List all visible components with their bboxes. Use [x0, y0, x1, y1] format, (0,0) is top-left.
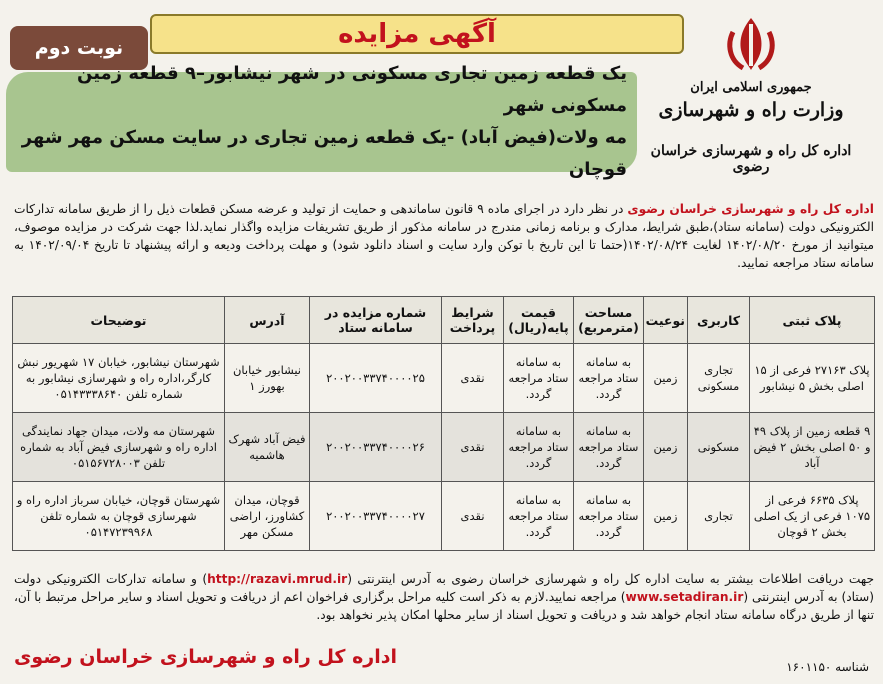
razavi-site-link[interactable]: http://razavi.mrud.ir — [207, 572, 348, 586]
cell-price: به سامانه ستاد مراجعه گردد. — [504, 344, 574, 413]
cell-payment: نقدی — [442, 413, 504, 482]
col-header-notes: توضیحات — [13, 297, 225, 344]
cell-usage: مسکونی — [688, 413, 750, 482]
footer-paragraph — [14, 570, 874, 624]
cell-notes: شهرستان نیشابور، خیابان ۱۷ شهریور نبش کارگر،اداره راه و شهرسازی نیشابور به شماره تلفن ۰۵۱۴۳۳۳۸۶۴۰ — [13, 344, 225, 413]
footer-text-3: ) مراجعه نمایید.لازم به ذکر است کلیه مراحل برگزاری فراخوان اعم از دریافت و تحویل اسناد و سایر مراحل مرتبط با آن، تنها از طریق درگاه سامانه ستاد انجام خواهد شد و دریافت و تحویل اسناد از سایر محلها امکان پذیر نخواهد بود. — [14, 590, 874, 622]
department-name: اداره کل راه و شهرسازی خراسان رضوی — [650, 143, 852, 175]
signature: اداره کل راه و شهرسازی خراسان رضوی — [14, 646, 398, 668]
cell-plate: ۹ قطعه زمین از پلاک ۴۹ و ۵۰ اصلی بخش ۲ فیض آباد — [750, 413, 875, 482]
cell-auction-number: ۲۰۰۲۰۰۳۳۷۴۰۰۰۰۲۶ — [310, 413, 442, 482]
cell-address: نیشابور خیابان بهورز ۱ — [225, 344, 310, 413]
table-header-row — [13, 297, 875, 344]
subject-box — [6, 63, 637, 180]
subject-line-1: یک قطعه زمین تجاری مسکونی در شهر نیشابور–۹ قطعه زمین مسکونی شهر — [77, 63, 627, 116]
cell-payment: نقدی — [442, 482, 504, 551]
footer-text-2: ) و سامانه تدارکات الکترونیکی دولت (ستاد) به آدرس اینترنتی ( — [14, 572, 874, 604]
cell-area: به سامانه ستاد مراجعه گردد. — [574, 344, 644, 413]
intro-text: در نظر دارد در اجرای ماده ۹ قانون ساماندهی و حمایت از تولید و عرضه مسکن قطعات ذیل را از طریق سامانه تدارکات الکترونیکی دولت (سامانه ستاد)،طبق شرایط، مدارک و برنامه زمانی مندرج در سامانه مذکور از طریق تشریفات مزایده واگذار نماید.لذا جهت شرکت در مزایده موصوف، میتوانید از مورخ ۱۴۰۲/۰۸/۲۰ لغایت ۱۴۰۲/۰۸/۲۴(حتما تا این تاریخ با توکن وارد سایت و اسناد دانلود شود) و مهلت پرداخت ودیعه و ارائه پیشنهاد تا تاریخ ۱۴۰۲/۰۹/۰۴ به سامانه ستاد مراجعه نمایید. — [14, 202, 874, 270]
footer-text-1: جهت دریافت اطلاعات بیشتر به سایت اداره کل راه و شهرسازی خراسان رضوی به آدرس اینترنتی ( — [347, 572, 874, 586]
cell-payment: نقدی — [442, 344, 504, 413]
cell-address: فیض آباد شهرک هاشمیه — [225, 413, 310, 482]
table-row — [13, 344, 875, 413]
col-header-plate: پلاک ثبتی — [750, 297, 875, 344]
table-row — [13, 482, 875, 551]
col-header-address: آدرس — [225, 297, 310, 344]
ministry-name: وزارت راه و شهرسازی — [658, 99, 844, 121]
cell-plate: پلاک ۲۷۱۶۳ فرعی از ۱۵ اصلی بخش ۵ نیشابور — [750, 344, 875, 413]
intro-paragraph — [14, 200, 874, 272]
col-header-usage: کاربری — [688, 297, 750, 344]
cell-type: زمین — [644, 344, 688, 413]
cell-price: به سامانه ستاد مراجعه گردد. — [504, 413, 574, 482]
col-header-auction-number: شماره مزایده در سامانه ستاد — [310, 297, 442, 344]
cell-auction-number: ۲۰۰۲۰۰۳۳۷۴۰۰۰۰۲۷ — [310, 482, 442, 551]
intro-org: اداره کل راه و شهرسازی خراسان رضوی — [627, 202, 874, 216]
iran-emblem-icon — [719, 14, 783, 74]
col-header-price: قیمت پایه(ریال) — [504, 297, 574, 344]
cell-address: قوچان، میدان کشاورز، اراضی مسکن مهر — [225, 482, 310, 551]
cell-usage: تجاری مسکونی — [688, 344, 750, 413]
cell-price: به سامانه ستاد مراجعه گردد. — [504, 482, 574, 551]
col-header-area: مساحت (مترمربع) — [574, 297, 644, 344]
subject-line-2: مه ولات(فیض آباد) -یک قطعه زمین تجاری در سایت مسکن مهر شهر قوچان — [21, 127, 627, 180]
cell-notes: شهرستان قوچان، خیابان سرباز اداره راه و شهرسازی قوچان به شماره تلفن ۰۵۱۴۷۲۳۹۹۶۸ — [13, 482, 225, 551]
serial-number: شناسه ۱۶۰۱۱۵۰ — [786, 660, 869, 674]
cell-notes: شهرستان مه ولات، میدان جهاد نمایندگی اداره راه و شهرسازی فیض آباد به شماره تلفن ۰۵۱۵۶۷۲۸۰۰۳ — [13, 413, 225, 482]
cell-area: به سامانه ستاد مراجعه گردد. — [574, 413, 644, 482]
cell-plate: پلاک ۶۶۳۵ فرعی از ۱۰۷۵ فرعی از یک اصلی بخش ۲ قوچان — [750, 482, 875, 551]
setad-site-link[interactable]: www.setadiran.ir — [625, 590, 744, 604]
col-header-payment: شرایط پرداخت — [442, 297, 504, 344]
ad-title: آگهی مزایده — [338, 19, 496, 49]
cell-type: زمین — [644, 413, 688, 482]
auction-table — [12, 296, 875, 551]
col-header-type: نوعیت — [644, 297, 688, 344]
cell-auction-number: ۲۰۰۲۰۰۳۳۷۴۰۰۰۰۲۵ — [310, 344, 442, 413]
cell-type: زمین — [644, 482, 688, 551]
republic-label: جمهوری اسلامی ایران — [690, 80, 812, 95]
cell-area: به سامانه ستاد مراجعه گردد. — [574, 482, 644, 551]
turn-badge: نوبت دوم — [10, 26, 148, 70]
ad-title-box — [150, 14, 684, 54]
table-row — [13, 413, 875, 482]
cell-usage: تجاری — [688, 482, 750, 551]
